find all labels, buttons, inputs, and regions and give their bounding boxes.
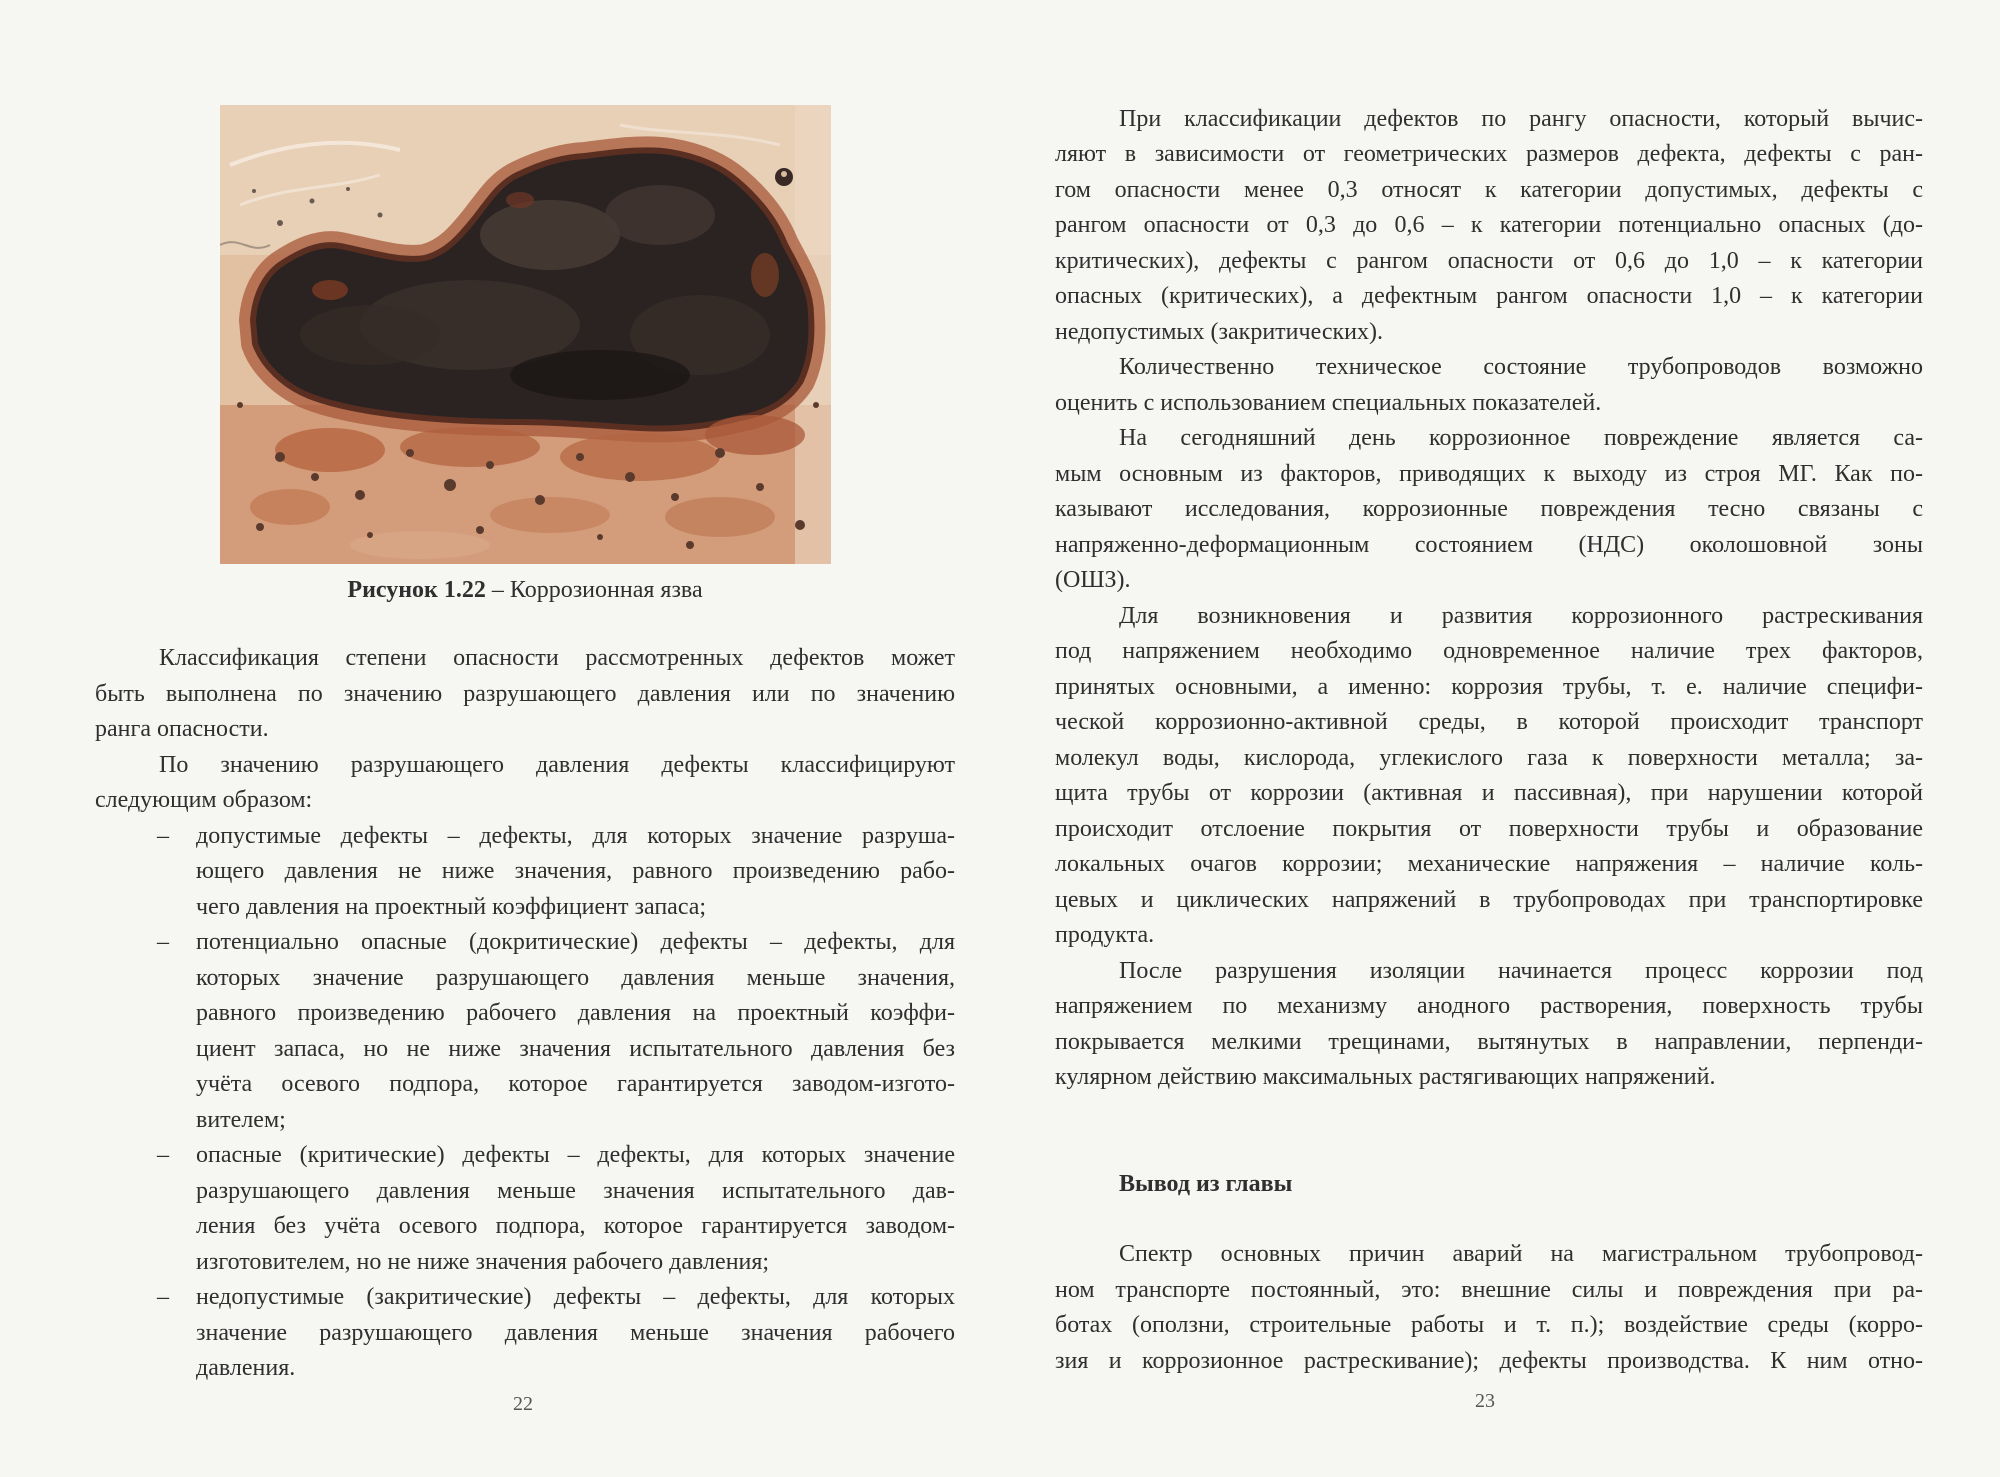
text-line: опасных (критических), а дефектным рангом опасности 1,0 – к категории (1055, 283, 1923, 309)
text-line: быть выполнена по значению разрушающего давления или по значению (95, 680, 955, 707)
text-line: После разрушения изоляции начинается процесс коррозии под (1119, 957, 1923, 984)
paragraph (1055, 350, 1923, 421)
text-line: ботах (оползни, строительные работы и т. п.); воздействие среды (корро- (1055, 1312, 1923, 1338)
text-line: На сегодняшний день коррозионное повреждение является са- (1119, 425, 1923, 451)
text-line: происходит отслоение покрытия от поверхности трубы и образование (1055, 815, 1923, 842)
section-heading: Вывод из главы (1119, 1171, 1293, 1197)
text-line: чего давления на проектный коэффициент запаса; (196, 893, 707, 920)
text-line: потенциально опасные (докритические) дефекты – дефекты, для (196, 929, 955, 955)
list-dash: – (157, 1142, 169, 1168)
text-line: Количественно техническое состояние трубопроводов возможно (1119, 354, 1923, 380)
paragraph (1055, 421, 1923, 599)
paragraph (1055, 599, 1923, 954)
text-line: разрушающего давления меньше значения испытательного дав- (196, 1177, 955, 1204)
text-line: недопустимых (закритических). (1055, 318, 1383, 345)
page-number: 23 (1475, 1390, 1495, 1412)
text-line: зия и коррозионное растрескивание); дефекты производства. К ним отно- (1055, 1347, 1923, 1374)
text-line: рангом опасности от 0,3 до 0,6 – к категории потенциально опасных (до- (1055, 212, 1923, 238)
list-item (95, 819, 955, 926)
text-line: циент запаса, но не ниже значения испытательного давления без (196, 1035, 955, 1062)
figure-caption-label: Рисунок 1.22 (347, 577, 486, 603)
paragraph (95, 641, 955, 748)
text-line: следующим образом: (95, 787, 313, 813)
text-line: Спектр основных причин аварий на магистральном трубопровод- (1119, 1241, 1923, 1267)
text-line: (ОШЗ). (1055, 567, 1131, 593)
text-line: принятых основными, а именно: коррозия трубы, т. е. наличие специфи- (1055, 673, 1923, 700)
paragraph (1055, 102, 1923, 351)
text-line: недопустимые (закритические) дефекты – дефекты, для которых (196, 1284, 955, 1310)
conclusion-column (1055, 1237, 1923, 1379)
text-line: цевых и циклических напряжений в трубопроводах при транспортировке (1055, 886, 1923, 913)
text-line: локальных очагов коррозии; механические напряжения – наличие коль- (1055, 851, 1923, 877)
corrosion-ulcer-image (220, 105, 831, 564)
list-item-text (196, 819, 955, 926)
text-line: мым основным из факторов, приводящих к выходу из строя МГ. Как по- (1055, 460, 1923, 487)
right-text-column (1055, 102, 1923, 1096)
text-line: покрывается мелкими трещинами, вытянутых в направлении, перпенди- (1055, 1028, 1923, 1055)
text-line: ческой коррозионно-активной среды, в которой происходит транспорт (1055, 709, 1923, 735)
text-line: оценить с использованием специальных показателей. (1055, 389, 1602, 416)
text-line: допустимые дефекты – дефекты, для которых значение разруша- (196, 822, 955, 849)
text-line: ления без учёта осевого подпора, которое гарантируется заводом- (196, 1213, 955, 1239)
text-line: напряженно-деформационным состоянием (НДС) околошовной зоны (1055, 531, 1923, 558)
text-line: казывают исследования, коррозионные повреждения тесно связаны с (1055, 496, 1923, 522)
text-line: ранга опасности. (95, 716, 269, 742)
figure-caption (95, 572, 955, 608)
text-line: опасные (критические) дефекты – дефекты, для которых значение (196, 1142, 955, 1168)
text-line: кулярном действию максимальных растягивающих напряжений. (1055, 1064, 1716, 1090)
text-line: ющего давления не ниже значения, равного произведению рабо- (196, 858, 955, 884)
page-number: 22 (513, 1393, 533, 1415)
text-line: Для возникновения и развития коррозионного растрескивания (1119, 602, 1923, 629)
text-line: щита трубы от коррозии (активная и пассивная), при нарушении которой (1055, 780, 1923, 806)
text-line: продукта. (1055, 922, 1155, 948)
text-line: под напряжением необходимо одновременное наличие трех факторов, (1055, 638, 1923, 664)
text-line: Классификация степени опасности рассмотренных дефектов может (159, 645, 955, 671)
paragraph (1055, 1237, 1923, 1379)
list-item-text (196, 1280, 955, 1387)
list-dash: – (157, 929, 169, 955)
defect-classification-list (95, 819, 955, 1387)
list-item (95, 1138, 955, 1280)
text-line: значение разрушающего давления меньше значения рабочего (196, 1319, 955, 1346)
text-line: При классификации дефектов по рангу опасности, который вычис- (1119, 105, 1923, 132)
figure-caption-text: – Коррозионная язва (491, 577, 703, 603)
list-item-text (196, 925, 955, 1138)
text-line: вителем; (196, 1106, 286, 1133)
text-line: По значению разрушающего давления дефекты классифицируют (159, 751, 955, 778)
list-dash: – (157, 822, 169, 849)
paragraph (1055, 954, 1923, 1096)
text-line: давления. (196, 1355, 296, 1381)
right-page (1000, 0, 2000, 1477)
list-item (95, 1280, 955, 1387)
list-item (95, 925, 955, 1138)
text-line: ном транспорте постоянный, это: внешние силы и повреждения при ра- (1055, 1276, 1923, 1303)
text-line: критических), дефекты с рангом опасности от 0,6 до 1,0 – к категории (1055, 247, 1923, 274)
text-line: гом опасности менее 0,3 относят к категории допустимых, дефекты с (1055, 176, 1923, 203)
text-line: которых значение разрушающего давления меньше значения, (196, 964, 955, 991)
left-text-column (95, 641, 955, 1387)
text-line: изготовителем, но не ниже значения рабочего давления; (196, 1248, 770, 1275)
list-item-text (196, 1138, 955, 1280)
paragraph (95, 748, 955, 819)
text-line: учёта осевого подпора, которое гарантируется заводом-изгото- (196, 1071, 955, 1097)
text-line: напряжением по механизму анодного растворения, поверхность трубы (1055, 993, 1923, 1019)
list-dash: – (157, 1284, 169, 1310)
text-line: ляют в зависимости от геометрических размеров дефекта, дефекты с ран- (1055, 141, 1923, 167)
corrosion-ulcer-photo (220, 105, 831, 564)
text-line: молекул воды, кислорода, углекислого газа к поверхности металла; за- (1055, 744, 1923, 771)
text-line: равного произведению рабочего давления на проектный коэффи- (196, 1000, 955, 1026)
